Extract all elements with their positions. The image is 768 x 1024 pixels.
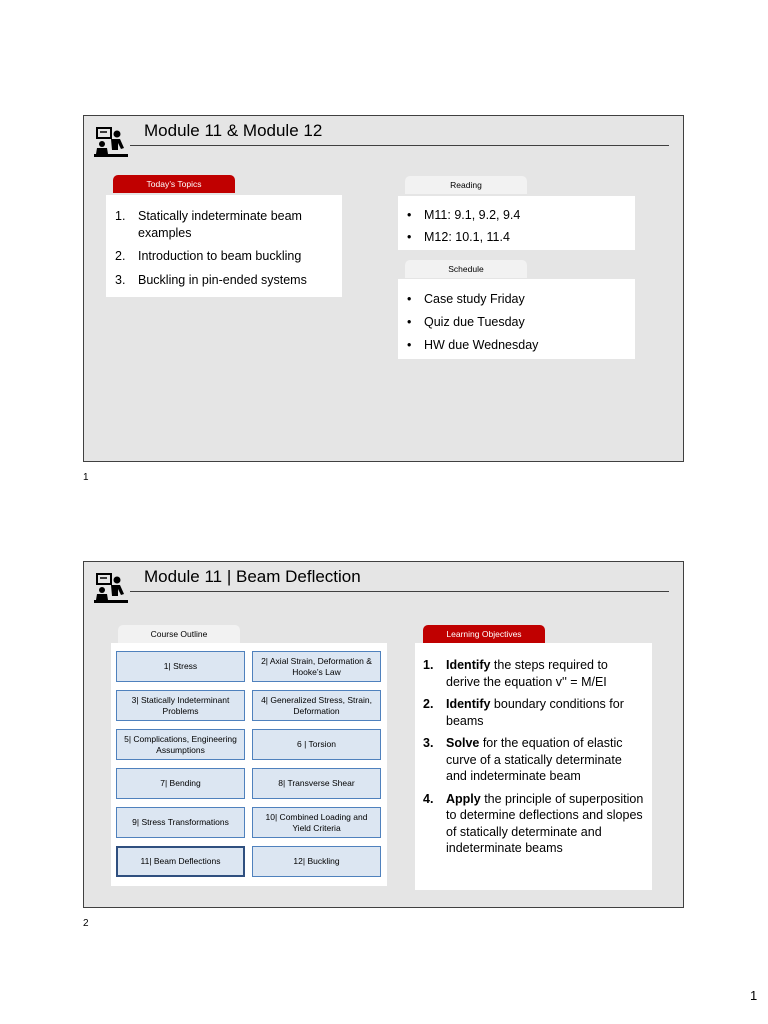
outline-cell-2: 2| Axial Strain, Deformation & Hooke’s Law xyxy=(252,651,381,682)
reading-list xyxy=(407,208,520,244)
objectives-list xyxy=(423,657,645,863)
reading-tab: Reading xyxy=(405,176,527,194)
outline-cell-9: 9| Stress Transformations xyxy=(116,807,245,838)
learning-objectives-tab: Learning Objectives xyxy=(423,625,545,643)
todays-topics-tab: Today’s Topics xyxy=(113,175,235,193)
title-divider xyxy=(130,145,669,146)
course-outline-panel xyxy=(111,643,387,886)
list-item: 2. Identify boundary conditions for beams xyxy=(423,697,624,728)
topics-list xyxy=(115,208,335,288)
outline-cell-8: 8| Transverse Shear xyxy=(252,768,381,799)
slide-number: 2 xyxy=(83,918,89,929)
outline-cell-5: 5| Complications, Engineering Assumptions xyxy=(116,729,245,760)
teacher-presentation-icon xyxy=(94,126,128,158)
slide-title: Module 11 & Module 12 xyxy=(144,121,323,140)
list-item: • M11: 9.1, 9.2, 9.4 xyxy=(407,208,521,222)
course-outline-tab: Course Outline xyxy=(118,625,240,643)
list-item: 3. Buckling in pin-ended systems xyxy=(115,272,307,287)
outline-cell-11-current: 11| Beam Deflections xyxy=(116,846,245,877)
list-item: 1. Identify the steps required to derive the equation v'' = M/EI xyxy=(423,658,608,689)
list-item: 4. Apply the principle of superposition to determine deflections and slopes of statically determinate and indeterminate beams xyxy=(423,791,644,855)
list-item: • M12: 10.1, 11.4 xyxy=(407,230,510,244)
outline-cell-7: 7| Bending xyxy=(116,768,245,799)
reading-panel xyxy=(398,196,635,250)
list-item: • HW due Wednesday xyxy=(407,338,539,352)
schedule-tab: Schedule xyxy=(405,260,527,278)
learning-objectives-panel xyxy=(415,643,652,890)
todays-topics-panel xyxy=(106,195,342,297)
page-number: 1 xyxy=(750,988,758,1003)
outline-cell-4: 4| Generalized Stress, Strain, Deformation xyxy=(252,690,381,721)
slide-2 xyxy=(83,561,684,908)
outline-cell-10: 10| Combined Loading and Yield Criteria xyxy=(252,807,381,838)
list-item: 2. Introduction to beam buckling xyxy=(115,249,302,263)
list-item: • Case study Friday xyxy=(407,292,525,306)
outline-cell-3: 3| Statically Indeterminant Problems xyxy=(116,690,245,721)
slide-number: 1 xyxy=(83,472,89,483)
title-divider xyxy=(130,591,669,592)
outline-cell-12: 12| Buckling xyxy=(252,846,381,877)
list-item: 3. Solve for the equation of elastic curve of a statically determinate and indeterminate beam xyxy=(423,736,623,783)
list-item: • Quiz due Tuesday xyxy=(407,315,525,329)
slide-1 xyxy=(83,115,684,462)
schedule-list xyxy=(407,292,538,352)
slide-title: Module 11 | Beam Deflection xyxy=(144,567,361,586)
list-item: 1. Statically indeterminate beam examples xyxy=(115,209,302,240)
outline-cell-1: 1| Stress xyxy=(116,651,245,682)
teacher-presentation-icon xyxy=(94,572,128,604)
outline-cell-6: 6 | Torsion xyxy=(252,729,381,760)
schedule-panel xyxy=(398,279,635,359)
